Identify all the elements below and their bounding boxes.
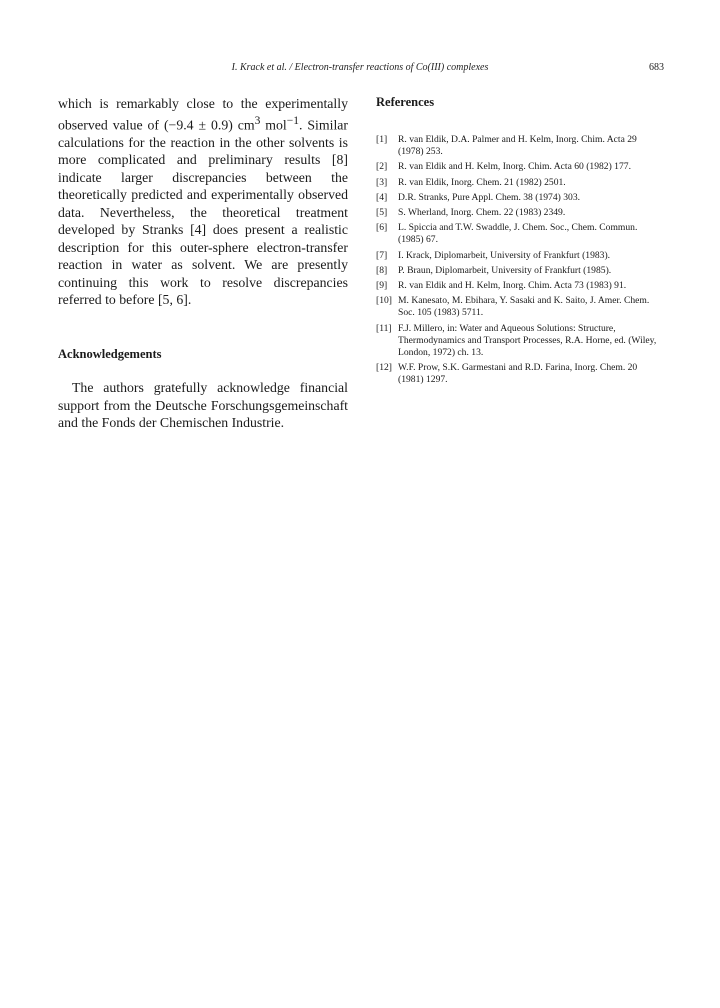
reference-text: W.F. Prow, S.K. Garmestani and R.D. Farina, Inorg. Chem. 20 (1981) 1297.	[398, 362, 638, 386]
reference-item	[376, 323, 664, 360]
reference-number: [1]	[376, 134, 388, 145]
reference-number: [4]	[376, 191, 388, 203]
reference-number: [12]	[376, 362, 392, 374]
left-column	[58, 95, 348, 432]
reference-number: [7]	[376, 249, 388, 261]
superscript: −1	[286, 114, 299, 127]
reference-list	[376, 134, 664, 387]
reference-item	[376, 134, 664, 158]
reference-item	[376, 362, 664, 386]
paragraph-text: which is remarkably close to the experimentally observed value of (−9.4 ± 0.9) cm	[58, 96, 348, 133]
references-heading: References	[376, 95, 435, 109]
reference-text: R. van Eldik, D.A. Palmer and H. Kelm, Inorg. Chim. Acta 29 (1978) 253.	[398, 134, 637, 158]
reference-item	[376, 177, 664, 189]
reference-number: [8]	[376, 264, 388, 276]
superscript: 3	[254, 114, 261, 127]
reference-text: L. Spiccia and T.W. Swaddle, J. Chem. Soc., Chem. Commun. (1985) 67.	[398, 222, 638, 246]
reference-text: R. van Eldik and H. Kelm, Inorg. Chim. Acta 73 (1983) 91.	[398, 280, 627, 292]
paragraph-text: mol	[260, 117, 287, 133]
reference-number: [6]	[376, 222, 388, 234]
reference-item	[376, 222, 664, 246]
reference-item	[376, 265, 664, 277]
acknowledgements-text: The authors gratefully acknowledge financial support from the Deutsche Forschungsgemeinschaft and the Fonds der Chemischen Industrie.	[58, 380, 348, 431]
reference-item	[376, 295, 664, 319]
reference-item	[376, 161, 664, 173]
reference-number: [3]	[376, 176, 388, 188]
reference-number: [11]	[376, 322, 392, 334]
reference-text: M. Kanesato, M. Ebihara, Y. Sasaki and K. Saito, J. Amer. Chem. Soc. 105 (1983) 5711.	[398, 295, 650, 319]
page-number: 683	[649, 62, 664, 73]
acknowledgements-heading: Acknowledgements	[58, 346, 162, 361]
running-title: I. Krack et al. / Electron-transfer reactions of Co(III) complexes	[231, 62, 489, 73]
reference-number: [2]	[376, 161, 388, 173]
reference-number: [5]	[376, 207, 388, 219]
running-header	[0, 62, 720, 78]
reference-number: [9]	[376, 280, 388, 292]
reference-item	[376, 192, 664, 204]
reference-text: S. Wherland, Inorg. Chem. 22 (1983) 2349.	[398, 207, 566, 219]
reference-text: R. van Eldik and H. Kelm, Inorg. Chim. Acta 60 (1982) 177.	[398, 161, 631, 173]
body-paragraph	[58, 95, 348, 309]
reference-text: F.J. Millero, in: Water and Aqueous Solutions: Structure, Thermodynamics and Transport Processes, R.A. Horne, ed. (Wiley, London, 1972) ch. 13.	[398, 322, 657, 359]
reference-number: [10]	[376, 295, 392, 307]
references-section	[376, 95, 664, 390]
reference-text: R. van Eldik, Inorg. Chem. 21 (1982) 2501.	[398, 176, 566, 188]
reference-text: I. Krack, Diplomarbeit, University of Frankfurt (1983).	[398, 249, 611, 261]
reference-item	[376, 280, 664, 292]
reference-item	[376, 250, 664, 262]
reference-text: P. Braun, Diplomarbeit, University of Frankfurt (1985).	[398, 264, 612, 276]
paragraph-text: . Similar calculations for the reaction in the other solvents is more complicated and preliminary results [8] indicate larger discrepancies between the theoretically predicted and experimentally observed data. Nevertheless, the theoretical treatment developed by Stranks [4] does present a realistic description for this outer-sphere electron-transfer reaction in water as solvent. We are presently continuing this work to resolve discrepancies referred to before [5, 6].	[58, 117, 348, 308]
reference-item	[376, 207, 664, 219]
reference-text: D.R. Stranks, Pure Appl. Chem. 38 (1974) 303.	[398, 191, 581, 203]
